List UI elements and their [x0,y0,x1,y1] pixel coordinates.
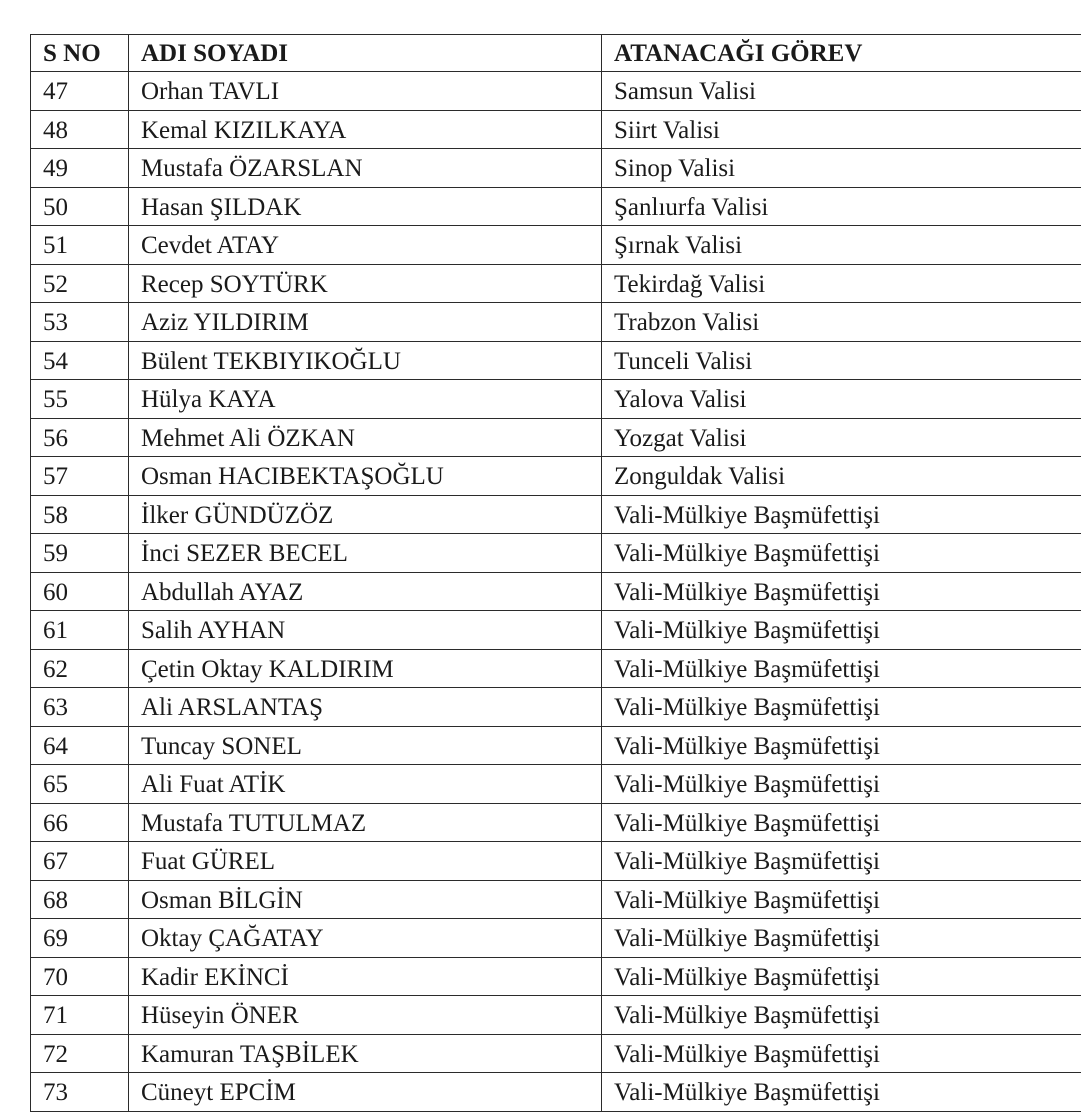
cell-full-name: Tuncay SONEL [129,726,602,765]
cell-full-name: Bülent TEKBIYIKOĞLU [129,341,602,380]
cell-serial-number: 67 [31,842,129,881]
cell-full-name: Salih AYHAN [129,611,602,650]
cell-full-name: Hüseyin ÖNER [129,996,602,1035]
table-row [31,572,1081,611]
column-header-name: ADI SOYADI [129,35,602,72]
column-header-duty: ATANACAĞI GÖREV [602,35,1081,72]
cell-full-name: Abdullah AYAZ [129,572,602,611]
cell-serial-number: 53 [31,303,129,342]
cell-assigned-duty: Vali-Mülkiye Başmüfettişi [602,842,1081,881]
cell-serial-number: 68 [31,880,129,919]
cell-full-name: Kadir EKİNCİ [129,957,602,996]
cell-full-name: Ali Fuat ATİK [129,765,602,804]
table-row [31,110,1081,149]
cell-assigned-duty: Vali-Mülkiye Başmüfettişi [602,1034,1081,1073]
cell-assigned-duty: Siirt Valisi [602,110,1081,149]
cell-serial-number: 56 [31,418,129,457]
cell-full-name: Cüneyt EPCİM [129,1073,602,1112]
table-row [31,1073,1081,1112]
table-row [31,495,1081,534]
table-row [31,803,1081,842]
cell-assigned-duty: Samsun Valisi [602,72,1081,111]
cell-full-name: Kamuran TAŞBİLEK [129,1034,602,1073]
cell-serial-number: 50 [31,187,129,226]
cell-assigned-duty: Tunceli Valisi [602,341,1081,380]
cell-assigned-duty: Şırnak Valisi [602,226,1081,265]
table-row [31,611,1081,650]
cell-full-name: Mehmet Ali ÖZKAN [129,418,602,457]
table-row [31,726,1081,765]
cell-assigned-duty: Vali-Mülkiye Başmüfettişi [602,534,1081,573]
cell-serial-number: 73 [31,1073,129,1112]
table-row [31,996,1081,1035]
table-row [31,418,1081,457]
cell-serial-number: 47 [31,72,129,111]
cell-assigned-duty: Tekirdağ Valisi [602,264,1081,303]
cell-serial-number: 65 [31,765,129,804]
cell-serial-number: 70 [31,957,129,996]
table-body [31,72,1081,1112]
cell-assigned-duty: Vali-Mülkiye Başmüfettişi [602,803,1081,842]
cell-serial-number: 54 [31,341,129,380]
table-row [31,187,1081,226]
table-header-row [31,35,1081,72]
cell-assigned-duty: Vali-Mülkiye Başmüfettişi [602,688,1081,727]
table-row [31,957,1081,996]
cell-assigned-duty: Vali-Mülkiye Başmüfettişi [602,765,1081,804]
cell-full-name: Osman BİLGİN [129,880,602,919]
cell-full-name: Hülya KAYA [129,380,602,419]
cell-full-name: İnci SEZER BECEL [129,534,602,573]
appointment-table [30,34,1081,1112]
cell-full-name: Mustafa ÖZARSLAN [129,149,602,188]
cell-assigned-duty: Vali-Mülkiye Başmüfettişi [602,880,1081,919]
table-row [31,149,1081,188]
cell-serial-number: 51 [31,226,129,265]
table-row [31,226,1081,265]
cell-full-name: Aziz YILDIRIM [129,303,602,342]
cell-full-name: Osman HACIBEKTAŞOĞLU [129,457,602,496]
cell-full-name: Kemal KIZILKAYA [129,110,602,149]
cell-full-name: Hasan ŞILDAK [129,187,602,226]
cell-assigned-duty: Şanlıurfa Valisi [602,187,1081,226]
cell-assigned-duty: Vali-Mülkiye Başmüfettişi [602,726,1081,765]
cell-serial-number: 48 [31,110,129,149]
document-page [30,34,1081,1112]
table-row [31,534,1081,573]
table-row [31,1034,1081,1073]
cell-serial-number: 69 [31,919,129,958]
cell-assigned-duty: Yozgat Valisi [602,418,1081,457]
cell-serial-number: 52 [31,264,129,303]
table-row [31,72,1081,111]
cell-assigned-duty: Vali-Mülkiye Başmüfettişi [602,996,1081,1035]
cell-full-name: Recep SOYTÜRK [129,264,602,303]
cell-serial-number: 63 [31,688,129,727]
cell-serial-number: 58 [31,495,129,534]
column-header-no: S NO [31,35,129,72]
table-row [31,303,1081,342]
table-row [31,380,1081,419]
cell-serial-number: 71 [31,996,129,1035]
cell-assigned-duty: Sinop Valisi [602,149,1081,188]
cell-assigned-duty: Yalova Valisi [602,380,1081,419]
cell-full-name: İlker GÜNDÜZÖZ [129,495,602,534]
cell-assigned-duty: Vali-Mülkiye Başmüfettişi [602,919,1081,958]
cell-serial-number: 62 [31,649,129,688]
cell-full-name: Ali ARSLANTAŞ [129,688,602,727]
cell-full-name: Mustafa TUTULMAZ [129,803,602,842]
cell-assigned-duty: Vali-Mülkiye Başmüfettişi [602,611,1081,650]
table-row [31,649,1081,688]
table-row [31,688,1081,727]
cell-serial-number: 60 [31,572,129,611]
cell-full-name: Fuat GÜREL [129,842,602,881]
cell-serial-number: 57 [31,457,129,496]
cell-assigned-duty: Vali-Mülkiye Başmüfettişi [602,649,1081,688]
cell-assigned-duty: Vali-Mülkiye Başmüfettişi [602,957,1081,996]
cell-serial-number: 49 [31,149,129,188]
cell-serial-number: 66 [31,803,129,842]
cell-serial-number: 72 [31,1034,129,1073]
cell-assigned-duty: Vali-Mülkiye Başmüfettişi [602,572,1081,611]
table-row [31,457,1081,496]
cell-full-name: Orhan TAVLI [129,72,602,111]
cell-full-name: Oktay ÇAĞATAY [129,919,602,958]
cell-full-name: Çetin Oktay KALDIRIM [129,649,602,688]
table-row [31,341,1081,380]
cell-serial-number: 61 [31,611,129,650]
cell-assigned-duty: Zonguldak Valisi [602,457,1081,496]
table-row [31,264,1081,303]
table-row [31,919,1081,958]
cell-serial-number: 55 [31,380,129,419]
table-row [31,842,1081,881]
cell-serial-number: 64 [31,726,129,765]
table-row [31,765,1081,804]
cell-assigned-duty: Vali-Mülkiye Başmüfettişi [602,495,1081,534]
cell-assigned-duty: Trabzon Valisi [602,303,1081,342]
cell-assigned-duty: Vali-Mülkiye Başmüfettişi [602,1073,1081,1112]
cell-full-name: Cevdet ATAY [129,226,602,265]
table-row [31,880,1081,919]
cell-serial-number: 59 [31,534,129,573]
